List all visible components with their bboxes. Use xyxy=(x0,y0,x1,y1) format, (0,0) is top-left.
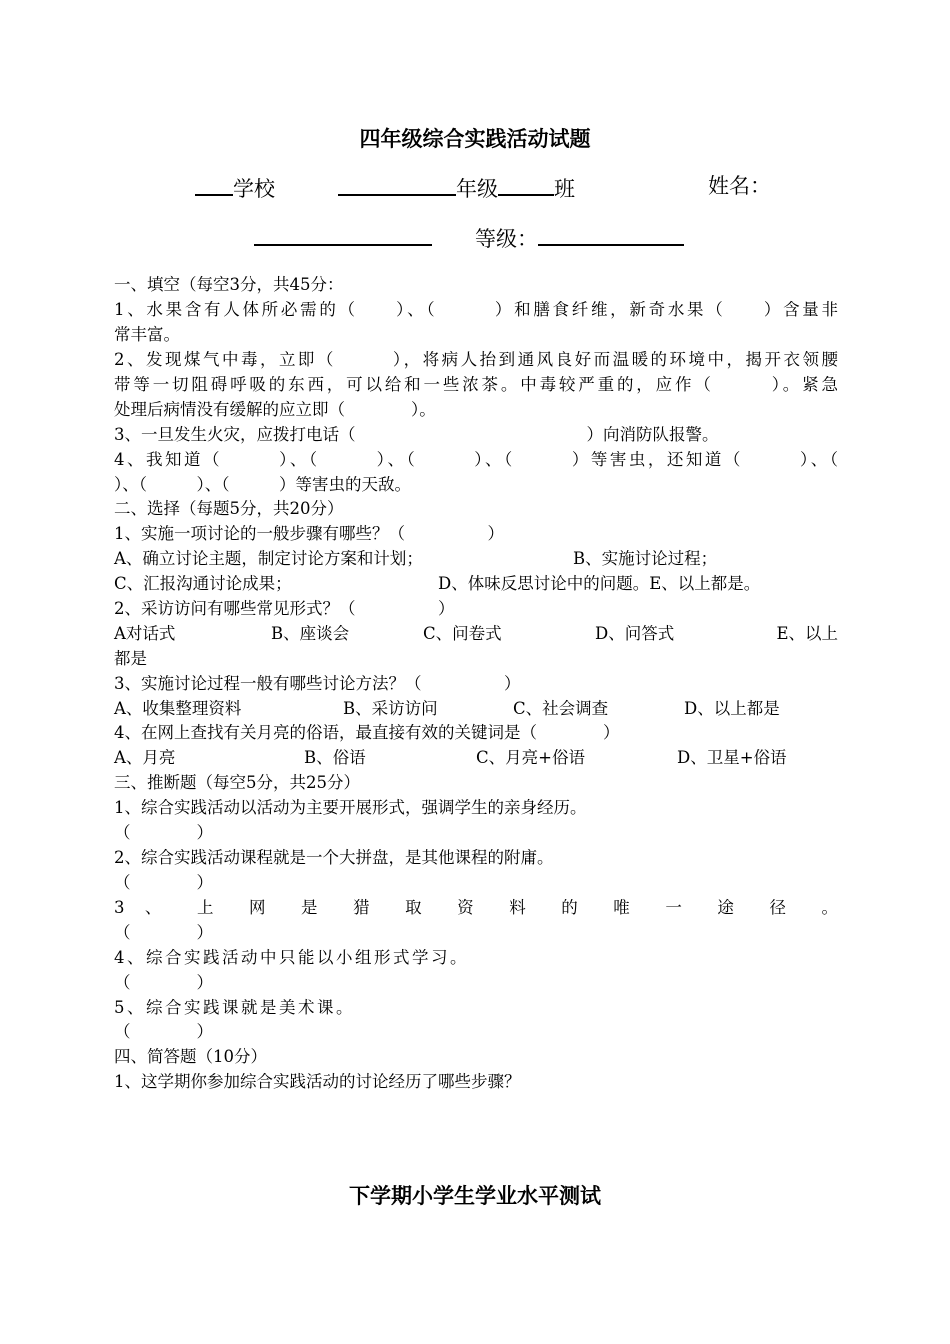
option-d: D、卫星+俗语 xyxy=(677,748,787,767)
option-d: D、问答式 xyxy=(595,624,675,643)
fill-question-1: 1、水果含有人体所必需的（ ）、（ ）和膳食纤维，新奇水果（ ）含量非 xyxy=(114,300,838,319)
judge-question-1: 1、综合实践活动以活动为主要开展形式，强调学生的亲身经历。 xyxy=(114,798,587,817)
judge-answer-blank: （ ） xyxy=(114,1022,213,1041)
school-label: 学校 xyxy=(233,177,275,201)
fill-question-3: 3、一旦发生火灾，应拨打电话（ ）向消防队报警。 xyxy=(114,425,719,444)
judge-question-3: 3 、 上 网 是 猎 取 资 料 的 唯 一 途 径 。 xyxy=(114,898,838,917)
judge-answer-blank: （ ） xyxy=(114,823,213,842)
school-field xyxy=(195,172,275,203)
section-2-heading: 二、选择（每题5分，共20分） xyxy=(114,499,344,518)
choice-question-1: 1、实施一项讨论的一般步骤有哪些？（ ） xyxy=(114,524,504,543)
second-title: 下学期小学生学业水平测试 xyxy=(349,1183,601,1208)
fill-question-4-cont: ）、（ ）、（ ）等害虫的天敌。 xyxy=(114,475,411,494)
option-b: B、座谈会 xyxy=(271,624,350,643)
judge-answer-blank: （ ） xyxy=(114,873,213,892)
fill-question-2-cont: 带等一切阻碍呼吸的东西，可以给和一些浓茶。中毒较严重的，应作（ ）。紧急 xyxy=(114,375,838,394)
option-c: C、问卷式 xyxy=(423,624,502,643)
option-c: C、汇报沟通讨论成果； xyxy=(114,574,292,593)
option-a: A对话式 xyxy=(114,624,176,643)
level-blank xyxy=(538,222,684,246)
judge-question-2: 2、综合实践活动课程就是一个大拼盘，是其他课程的附庸。 xyxy=(114,848,554,867)
fill-question-2: 2、发现煤气中毒，立即（ ），将病人抬到通风良好而温暖的环境中，揭开衣领腰 xyxy=(114,350,838,369)
grade-class-field xyxy=(338,172,575,203)
choice-question-4: 4、在网上查找有关月亮的俗语，最直接有效的关键词是（ ） xyxy=(114,723,620,742)
choice-question-3-options xyxy=(114,697,838,722)
option-a: A、收集整理资料 xyxy=(114,699,242,718)
option-a: A、月亮 xyxy=(114,748,176,767)
choice-question-4-options xyxy=(114,746,838,771)
option-d: D、以上都是 xyxy=(684,699,780,718)
name-blank-line xyxy=(254,222,432,253)
judge-question-4: 4、综合实践活动中只能以小组形式学习。 xyxy=(114,948,469,967)
judge-answer-blank: （ ） xyxy=(114,973,213,992)
grade-blank xyxy=(338,172,456,196)
choice-question-1-options-ab xyxy=(114,547,838,572)
choice-question-1-options-cd xyxy=(114,572,838,597)
judge-question-5: 5、综合实践课就是美术课。 xyxy=(114,998,355,1017)
grade-label: 年级 xyxy=(456,177,498,201)
class-label: 班 xyxy=(554,177,575,201)
name-label: 姓名： xyxy=(708,174,771,198)
school-blank xyxy=(195,172,233,196)
option-c: C、社会调查 xyxy=(513,699,609,718)
option-b: B、实施讨论过程； xyxy=(573,549,718,568)
judge-answer-blank: （ ） xyxy=(114,923,213,942)
section-3-heading: 三、推断题（每空5分，共25分） xyxy=(114,773,360,792)
option-b: B、俗语 xyxy=(304,748,366,767)
option-a: A、确立讨论主题，制定讨论方案和计划； xyxy=(114,549,423,568)
fill-question-1-cont: 常丰富。 xyxy=(114,325,180,344)
section-4-heading: 四、简答题（10分） xyxy=(114,1047,267,1066)
choice-question-2: 2、采访访问有哪些常见形式？（ ） xyxy=(114,599,455,618)
section-1-heading: 一、填空（每空3分，共45分： xyxy=(114,275,344,294)
choice-question-2-cont: 都是 xyxy=(114,649,147,668)
page-title: 四年级综合实践活动试题 xyxy=(359,126,591,151)
option-e: E、以上 xyxy=(776,624,838,643)
class-blank xyxy=(498,172,554,196)
choice-question-3: 3、实施讨论过程一般有哪些讨论方法？（ ） xyxy=(114,674,521,693)
level-label: 等级： xyxy=(475,227,538,251)
fill-question-2-cont2: 处理后病情没有缓解的应立即（ ）。 xyxy=(114,400,436,419)
option-b: B、采访访问 xyxy=(343,699,438,718)
fill-question-4: 4、我知道（ ）、（ ）、（ ）、（ ）等害虫，还知道（ ）、（ xyxy=(114,450,838,469)
choice-question-2-options xyxy=(114,622,838,647)
option-c: C、月亮+俗语 xyxy=(476,748,585,767)
level-field xyxy=(475,222,684,253)
short-answer-question-1: 1、这学期你参加综合实践活动的讨论经历了哪些步骤？ xyxy=(114,1072,521,1091)
option-d: D、体味反思讨论中的问题。E、以上都是。 xyxy=(438,574,761,593)
